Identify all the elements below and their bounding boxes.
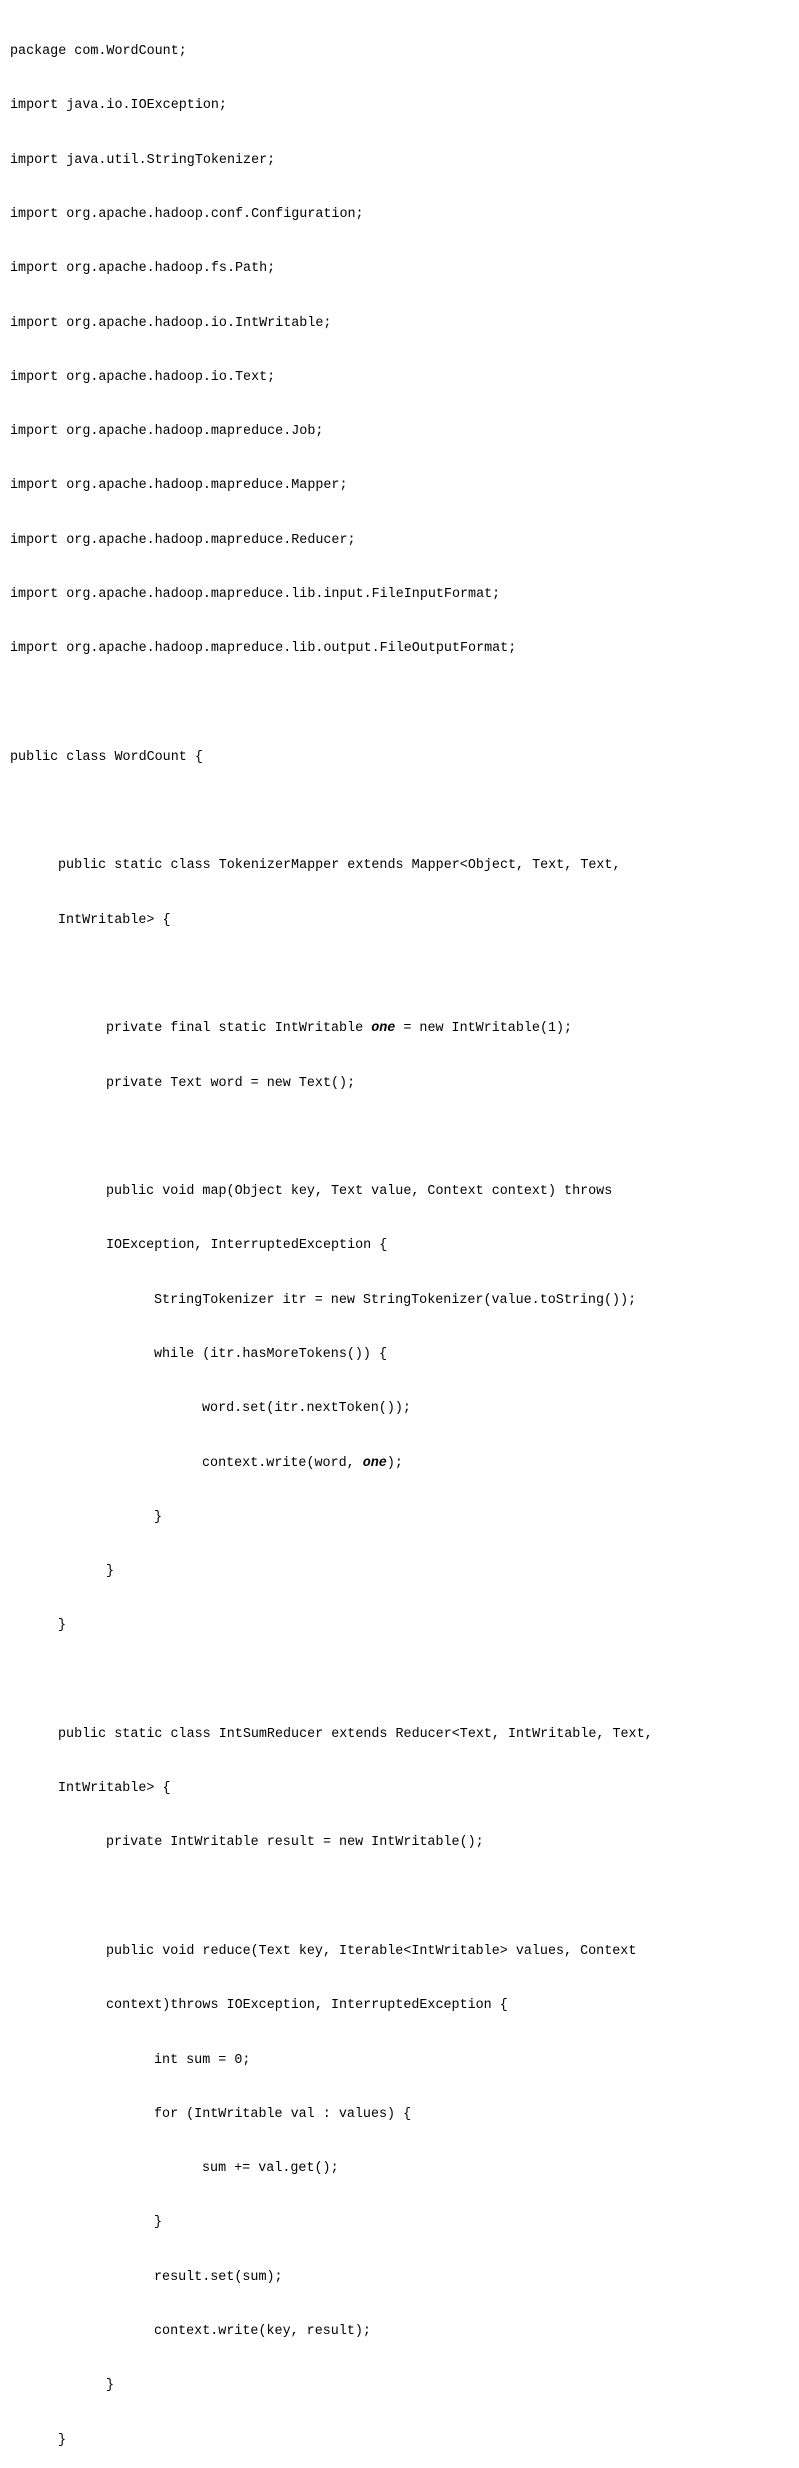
code-line-map-method: public void map(Object key, Text value, Context context) throws	[106, 1184, 613, 1200]
code-line-close-brace: }	[106, 2378, 115, 2394]
code-line-sum-add: sum += val.get();	[202, 2161, 339, 2177]
code-line-word-field: private Text word = new Text();	[106, 1075, 356, 1091]
code-line-import: import java.util.StringTokenizer;	[10, 152, 276, 168]
code-line-close-brace: }	[154, 2215, 163, 2231]
code-line-import: import org.apache.hadoop.mapreduce.lib.input.FileInputFormat;	[10, 587, 501, 602]
code-line-import: import org.apache.hadoop.fs.Path;	[10, 261, 276, 277]
code-segment: );	[386, 1455, 403, 1471]
code-line-one-field	[10, 1020, 653, 1038]
code-line-import: import org.apache.hadoop.mapreduce.lib.output.FileOutputFormat;	[10, 641, 517, 657]
code-line-tokenizer: StringTokenizer itr = new StringTokenizer(value.toString());	[154, 1292, 637, 1308]
code-segment: private final static IntWritable	[106, 1021, 372, 1037]
code-line-class-declaration: public class WordCount {	[10, 749, 203, 765]
code-line-sum-init: int sum = 0;	[154, 2052, 251, 2068]
code-line-close-brace: }	[58, 1618, 67, 1634]
code-line-reducer-declaration-cont: IntWritable> {	[58, 1781, 171, 1797]
code-segment-emphasized: one	[371, 1021, 396, 1037]
code-line-reduce-method: public void reduce(Text key, Iterable<IntWritable> values, Context	[106, 1944, 637, 1960]
code-line-close-brace: }	[154, 1509, 163, 1525]
code-line-blank	[10, 1129, 653, 1147]
code-line-reduce-method-cont: context)throws IOException, InterruptedException {	[106, 1998, 508, 2014]
code-line-import: import java.io.IOException;	[10, 98, 227, 114]
code-line-blank	[10, 966, 653, 984]
code-segment: context.write(word,	[202, 1455, 363, 1471]
code-line-import: import org.apache.hadoop.mapreduce.Mapper;	[10, 478, 348, 494]
code-line-close-brace: }	[106, 1564, 115, 1580]
code-line-mapper-declaration-cont: IntWritable> {	[58, 912, 171, 928]
code-line-mapper-declaration: public static class TokenizerMapper extends Mapper<Object, Text, Text,	[58, 858, 621, 874]
code-listing	[10, 7, 653, 2468]
code-line-import: import org.apache.hadoop.io.IntWritable;	[10, 315, 332, 331]
code-line-import: import org.apache.hadoop.conf.Configuration;	[10, 207, 364, 223]
code-line-context-write: context.write(key, result);	[154, 2324, 371, 2339]
code-line-while-loop: while (itr.hasMoreTokens()) {	[154, 1346, 388, 1362]
code-line-import: import org.apache.hadoop.mapreduce.Reducer;	[10, 532, 356, 548]
code-line-blank	[10, 803, 653, 821]
code-segment-emphasized: one	[362, 1455, 387, 1471]
code-line-reducer-declaration: public static class IntSumReducer extends Reducer<Text, IntWritable, Text,	[58, 1726, 653, 1742]
code-segment: = new IntWritable(1);	[395, 1021, 573, 1037]
code-line-blank	[10, 1889, 653, 1907]
code-line-import: import org.apache.hadoop.mapreduce.Job;	[10, 424, 324, 440]
code-line-result-set: result.set(sum);	[154, 2269, 283, 2285]
code-line-context-write	[10, 1455, 653, 1473]
code-line-blank	[10, 1672, 653, 1690]
code-line-for-loop: for (IntWritable val : values) {	[154, 2106, 412, 2122]
code-line-close-brace: }	[58, 2432, 67, 2448]
code-line-package: package com.WordCount;	[10, 44, 187, 60]
code-line-word-set: word.set(itr.nextToken());	[202, 1401, 411, 1417]
code-line-map-method-cont: IOException, InterruptedException {	[106, 1238, 388, 1254]
code-line-blank	[10, 695, 653, 713]
code-line-import: import org.apache.hadoop.io.Text;	[10, 369, 276, 385]
code-line-result-field: private IntWritable result = new IntWritable();	[106, 1835, 484, 1851]
